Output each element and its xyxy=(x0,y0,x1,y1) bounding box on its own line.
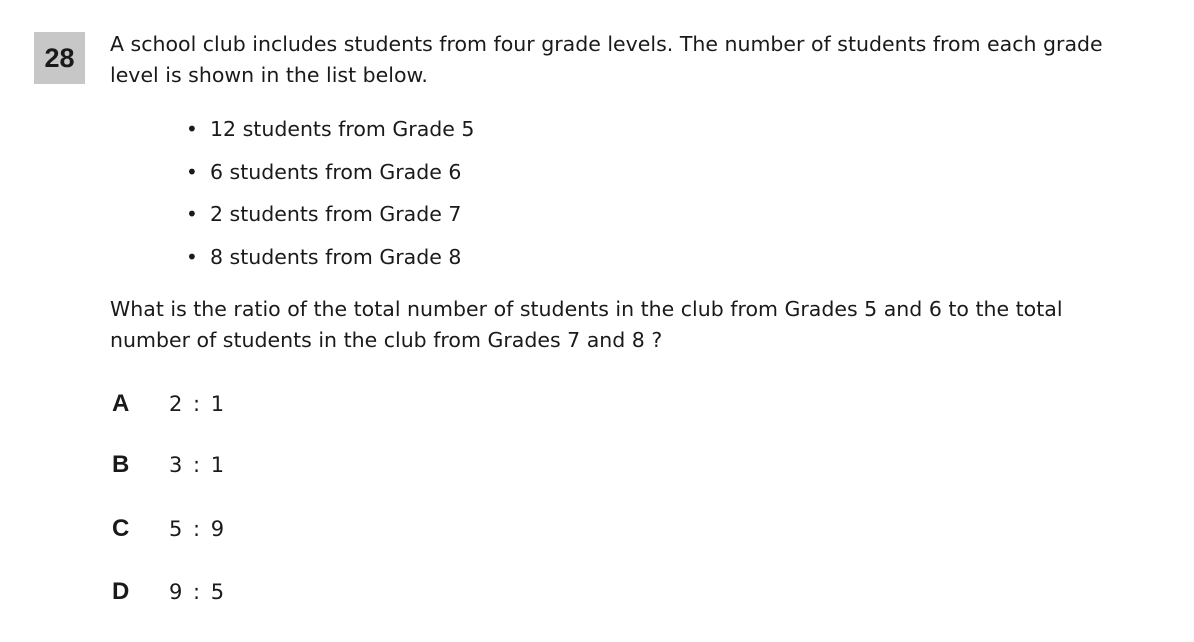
bullet-icon: • xyxy=(186,159,198,184)
choice-value: 5 : 9 xyxy=(169,517,227,541)
question-number-badge: 28 xyxy=(34,32,85,84)
list-item-text: 6 students from Grade 6 xyxy=(210,159,462,184)
answer-choice-a[interactable] xyxy=(112,386,226,422)
choice-value: 9 : 5 xyxy=(169,580,227,604)
list-item xyxy=(184,108,474,151)
list-item xyxy=(184,236,474,279)
question-stem: A school club includes students from four grade levels. The number of students from each grade level is shown in the list below. xyxy=(110,32,1103,87)
grade-list xyxy=(184,108,474,278)
answer-choice-c[interactable] xyxy=(112,511,226,547)
choice-letter: A xyxy=(112,390,130,417)
list-item-text: 12 students from Grade 5 xyxy=(210,117,475,141)
answer-choice-b[interactable] xyxy=(112,447,226,483)
choice-value: 3 : 1 xyxy=(169,453,227,477)
choice-letter: D xyxy=(112,578,130,605)
answer-choice-d[interactable] xyxy=(112,574,226,610)
question-prompt: What is the ratio of the total number of students in the club from Grades 5 and 6 to the total number of students in the club from Grades 7 and 8 ? xyxy=(110,297,1063,352)
list-item xyxy=(184,151,474,194)
bullet-icon: • xyxy=(186,244,198,269)
list-item-text: 2 students from Grade 7 xyxy=(210,202,462,226)
choice-letter: C xyxy=(112,515,130,542)
choice-value: 2 : 1 xyxy=(169,392,227,416)
choice-letter: B xyxy=(112,451,130,478)
bullet-icon: • xyxy=(186,202,198,226)
list-item xyxy=(184,193,474,236)
list-item-text: 8 students from Grade 8 xyxy=(210,244,462,269)
bullet-icon: • xyxy=(186,117,198,141)
